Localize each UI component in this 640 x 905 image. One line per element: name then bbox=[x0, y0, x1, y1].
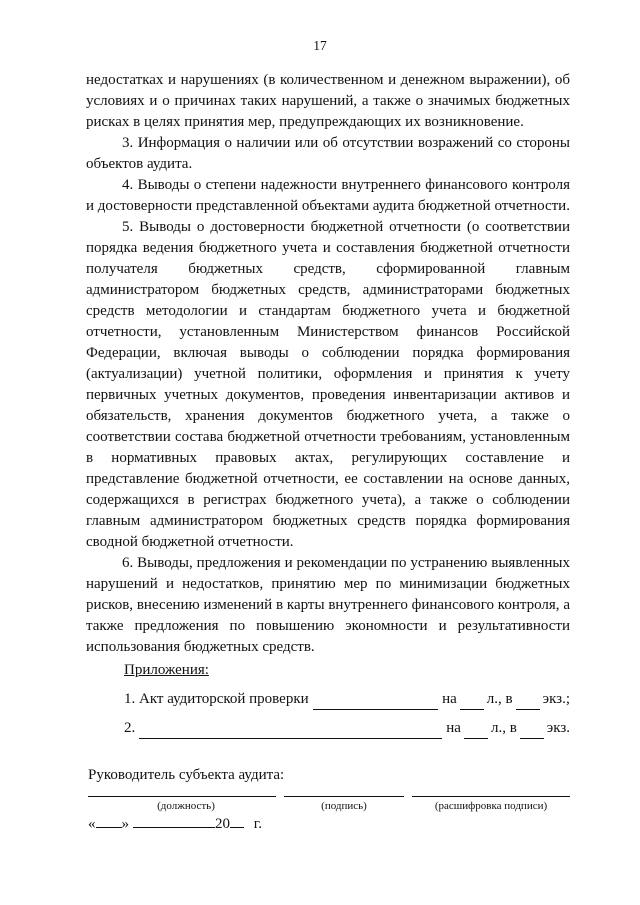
date-quote-close: » bbox=[121, 816, 129, 832]
position-caption: (должность) bbox=[157, 800, 215, 812]
attachment-row-2 bbox=[124, 718, 570, 739]
pages-blank bbox=[460, 695, 484, 710]
pages-blank bbox=[464, 724, 488, 739]
paragraph: 6. Выводы, предложения и рекомендации по устранению выявленных нарушений и недостатков, принятию мер по минимизации бюджетных рисков, внесению изменений в карты внутреннего финансового контроля, а также предложения по повышению экономности и результативности использования бюджетных средств. bbox=[86, 555, 570, 655]
signature-caption: (подпись) bbox=[321, 800, 367, 812]
attachment-ekz: экз. bbox=[546, 720, 570, 736]
date-year: 20 bbox=[215, 816, 230, 832]
paragraph: 4. Выводы о степени надежности внутреннего финансового контроля и достоверности представленной объектами аудита бюджетной отчетности. bbox=[86, 177, 570, 214]
copies-blank bbox=[516, 695, 540, 710]
attachment-label: 1. Акт аудиторской проверки bbox=[124, 691, 309, 707]
attachment-na: на bbox=[442, 691, 457, 707]
paragraph: 3. Информация о наличии или об отсутствии возражений со стороны объектов аудита. bbox=[86, 135, 570, 172]
attachment-lv: л., в bbox=[486, 691, 513, 707]
month-blank bbox=[133, 815, 215, 828]
head-of-audit-label: Руководитель субъекта аудита: bbox=[88, 767, 285, 783]
attachment-ekz: экз.; bbox=[542, 691, 570, 707]
position-line bbox=[88, 796, 276, 797]
document-body bbox=[86, 70, 570, 658]
copies-blank bbox=[520, 724, 544, 739]
attachment-blank-line bbox=[139, 724, 442, 739]
name-caption: (расшифровка подписи) bbox=[434, 800, 548, 812]
attachment-lv: л., в bbox=[490, 720, 517, 736]
paragraph: недостатках и нарушениях (в количественном и денежном выражении), об условиях и о причинах таких нарушений, а также о значимых бюджетных рисках в целях принятия мер, предупреждающих их возникновение. bbox=[86, 72, 570, 130]
attachment-row-1 bbox=[124, 689, 570, 710]
attachment-label: 2. bbox=[124, 720, 136, 736]
date-suffix: г. bbox=[253, 816, 262, 832]
name-line bbox=[412, 796, 570, 797]
date-row bbox=[88, 815, 262, 833]
paragraph: 5. Выводы о достоверности бюджетной отчетности (о соответствии порядка ведения бюджетного учета и составления бюджетной отчетности получателя бюджетных средств, сформированной главным администратором бюджетных средств, администраторами бюджетных средств методологии и стандартам бюджетного учета и бюджетной отчетности, установленным Министерством финансов Российской Федерации, включая выводы о соблюдении порядка формирования (актуализации) учетной политики, оформления и принятия к учету первичных учетных документов, проведения инвентаризации активов и обязательств, хранения документов бюджетного учета, а также о соответствии состава бюджетной отчетности требованиям, установленным в нормативных правовых актах, регулирующих составление и представление бюджетной отчетности, ее составлении на основе данных, содержащихся в регистрах бюджетного учета), а также о соблюдении главным администратором бюджетных средств порядка формирования сводной бюджетной отчетности. bbox=[86, 219, 570, 550]
date-quote-open: « bbox=[88, 816, 96, 832]
page-number: 17 bbox=[313, 38, 327, 53]
attachments-title: Приложения: bbox=[124, 662, 209, 678]
signature-line bbox=[284, 796, 404, 797]
year-blank bbox=[230, 815, 244, 828]
attachment-na: на bbox=[446, 720, 461, 736]
day-blank bbox=[96, 815, 122, 828]
attachments-section bbox=[124, 660, 570, 739]
attachment-blank-line bbox=[313, 695, 438, 710]
